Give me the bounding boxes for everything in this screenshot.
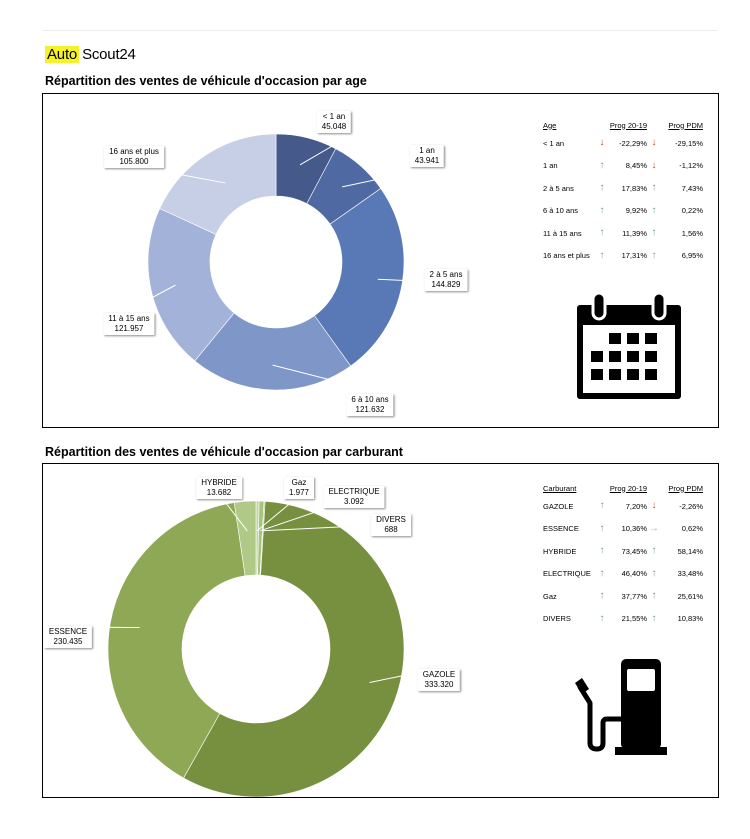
fuel-row-label: HYBRIDE [543, 546, 577, 556]
age-data-label-category: 1 an [419, 146, 435, 155]
age-data-label [317, 111, 351, 133]
arrow-up-icon: ↑ [651, 204, 657, 216]
age-data-label-category: 2 à 5 ans [429, 270, 463, 279]
logo-part-scout: Scout24 [82, 46, 136, 63]
age-data-label-value: 43.941 [414, 156, 440, 165]
fuel-prog-arrow-icon [595, 563, 609, 586]
fuel-prog-arrow-icon [595, 495, 609, 518]
age-table-row [543, 222, 703, 245]
arrow-up-icon: ↑ [651, 545, 657, 557]
age-pdm-arrow-icon [647, 177, 661, 200]
age-row-label: 1 an [543, 161, 558, 171]
age-table-row [543, 200, 703, 223]
age-data-label-category: 16 ans et plus [109, 147, 159, 156]
fuel-header-pdm: Prog PDM [668, 483, 703, 493]
fuel-panel [42, 463, 719, 798]
fuel-row-pdm: 0,62% [681, 524, 703, 534]
fuel-data-label [44, 626, 92, 648]
age-data-label-category: 11 à 15 ans [108, 314, 150, 323]
arrow-right-icon: → [649, 522, 659, 534]
arrow-down-icon: ↓ [651, 137, 657, 149]
fuel-prog-arrow-icon [595, 540, 609, 563]
arrow-down-icon: ↓ [651, 159, 657, 171]
fuel-pdm-arrow-icon [647, 608, 661, 631]
fuel-header-label: Carburant [543, 483, 577, 493]
age-row-pdm: 0,22% [681, 206, 703, 216]
fuel-pdm-arrow-icon [647, 518, 661, 541]
age-data-label [425, 269, 468, 291]
age-table-row [543, 177, 703, 200]
calendar-icon [573, 291, 685, 403]
age-row-pdm: 6,95% [681, 251, 703, 261]
fuel-row-label: ESSENCE [543, 524, 579, 534]
fuel-data-label-value: 3.092 [343, 497, 365, 506]
fuel-row-label: GAZOLE [543, 501, 574, 511]
age-row-prog: 9,92% [625, 206, 647, 216]
fuel-data-label-value: 688 [384, 525, 398, 534]
age-data-label [346, 394, 393, 416]
fuel-pdm-arrow-icon [647, 495, 661, 518]
age-pdm-arrow-icon [647, 222, 661, 245]
age-table-row [543, 155, 703, 178]
fuel-pump-icon [573, 657, 673, 757]
fuel-table-row [543, 608, 703, 631]
fuel-table-row [543, 540, 703, 563]
fuel-data-label-value: 1.977 [288, 488, 310, 497]
fuel-prog-arrow-icon [595, 585, 609, 608]
fuel-data-label [371, 514, 411, 536]
arrow-up-icon: ↑ [651, 567, 657, 579]
age-table-row [543, 132, 703, 155]
fuel-row-prog: 37,77% [621, 591, 647, 601]
age-table-row [543, 245, 703, 268]
fuel-data-label-category: ESSENCE [48, 627, 88, 636]
age-row-label: 2 à 5 ans [543, 183, 574, 193]
arrow-up-icon: ↑ [599, 204, 605, 216]
age-data-label [103, 313, 154, 335]
top-divider [42, 30, 718, 31]
fuel-table-row [543, 563, 703, 586]
age-section-title: Répartition des ventes de véhicule d'occasion par age [45, 74, 367, 88]
fuel-row-prog: 46,40% [621, 569, 647, 579]
age-data-label-value: 45.048 [321, 122, 347, 131]
age-data-label [410, 145, 444, 167]
arrow-up-icon: ↑ [599, 227, 605, 239]
age-pdm-arrow-icon [647, 132, 661, 155]
fuel-table-row [543, 518, 703, 541]
fuel-data-label [323, 486, 384, 508]
age-stats-table [543, 118, 703, 267]
fuel-data-label-category: Gaz [291, 478, 307, 487]
arrow-up-icon: ↑ [651, 182, 657, 194]
age-pdm-arrow-icon [647, 245, 661, 268]
fuel-data-label [196, 477, 242, 499]
age-row-label: 16 ans et plus [543, 251, 590, 261]
arrow-down-icon: ↓ [599, 137, 605, 149]
fuel-data-label-value: 333.320 [424, 680, 454, 689]
fuel-row-pdm: 58,14% [677, 546, 703, 556]
autoscout24-logo [45, 46, 136, 63]
age-prog-arrow-icon [595, 155, 609, 178]
age-table-header [543, 118, 703, 132]
fuel-row-pdm: 10,83% [677, 614, 703, 624]
fuel-stats-table [543, 481, 703, 630]
age-row-label: 6 à 10 ans [543, 206, 579, 216]
age-row-prog: 8,45% [625, 161, 647, 171]
arrow-up-icon: ↑ [599, 567, 605, 579]
age-row-prog: -22,29% [619, 138, 647, 148]
age-prog-arrow-icon [595, 177, 609, 200]
arrow-up-icon: ↑ [651, 612, 657, 624]
fuel-row-label: DIVERS [543, 614, 571, 624]
fuel-prog-arrow-icon [595, 608, 609, 631]
fuel-table-row [543, 585, 703, 608]
age-header-label: Age [543, 120, 557, 130]
age-pdm-arrow-icon [647, 200, 661, 223]
age-row-label: 11 à 15 ans [543, 228, 582, 238]
fuel-prog-arrow-icon [595, 518, 609, 541]
arrow-up-icon: ↑ [599, 159, 605, 171]
arrow-up-icon: ↑ [599, 545, 605, 557]
fuel-data-label [284, 477, 314, 499]
age-prog-arrow-icon [595, 132, 609, 155]
arrow-up-icon: ↑ [599, 182, 605, 194]
age-row-prog: 17,83% [621, 183, 647, 193]
age-data-label-value: 105.800 [119, 157, 149, 166]
arrow-down-icon: ↓ [651, 500, 657, 512]
fuel-row-label: Gaz [543, 591, 557, 601]
fuel-data-label [418, 669, 460, 691]
arrow-up-icon: ↑ [651, 227, 657, 239]
fuel-data-label-category: GAZOLE [422, 670, 456, 679]
age-data-label-category: < 1 an [322, 112, 346, 121]
fuel-data-label-value: 13.682 [206, 488, 232, 497]
age-row-pdm: -29,15% [675, 138, 703, 148]
age-data-label-category: 6 à 10 ans [351, 395, 389, 404]
fuel-table-header [543, 481, 703, 495]
fuel-data-label-category: ELECTRIQUE [328, 487, 380, 496]
age-pdm-arrow-icon [647, 155, 661, 178]
logo-part-auto: Auto [47, 46, 78, 63]
fuel-header-prog: Prog 20-19 [609, 483, 647, 493]
arrow-up-icon: ↑ [599, 590, 605, 602]
fuel-row-prog: 10,36% [621, 524, 647, 534]
fuel-data-label-value: 230.435 [53, 637, 83, 646]
arrow-up-icon: ↑ [599, 249, 605, 261]
fuel-pdm-arrow-icon [647, 585, 661, 608]
age-header-pdm: Prog PDM [668, 120, 703, 130]
fuel-table-row [543, 495, 703, 518]
arrow-up-icon: ↑ [651, 249, 657, 261]
age-row-prog: 17,31% [621, 251, 647, 261]
age-data-label [104, 146, 164, 168]
fuel-section-title: Répartition des ventes de véhicule d'occasion par carburant [45, 445, 403, 459]
fuel-pdm-arrow-icon [647, 563, 661, 586]
age-data-label-value: 121.957 [114, 324, 144, 333]
fuel-row-prog: 73,45% [621, 546, 647, 556]
arrow-up-icon: ↑ [651, 590, 657, 602]
fuel-row-prog: 21,55% [621, 614, 647, 624]
fuel-data-label-category: HYBRIDE [201, 478, 237, 487]
fuel-data-label-category: DIVERS [376, 515, 406, 524]
age-row-pdm: 1,56% [681, 228, 703, 238]
arrow-up-icon: ↑ [599, 500, 605, 512]
age-prog-arrow-icon [595, 222, 609, 245]
age-prog-arrow-icon [595, 245, 609, 268]
age-row-prog: 11,39% [622, 228, 647, 238]
age-row-label: < 1 an [543, 138, 565, 148]
age-data-label-value: 144.829 [431, 280, 461, 289]
arrow-up-icon: ↑ [599, 522, 605, 534]
fuel-row-prog: 7,20% [625, 501, 647, 511]
fuel-pdm-arrow-icon [647, 540, 661, 563]
age-panel [42, 93, 719, 428]
age-prog-arrow-icon [595, 200, 609, 223]
fuel-row-label: ELECTRIQUE [543, 569, 591, 579]
fuel-row-pdm: 33,48% [677, 569, 703, 579]
age-row-pdm: -1,12% [679, 161, 703, 171]
age-header-prog: Prog 20-19 [609, 120, 647, 130]
age-data-label-value: 121.632 [355, 405, 385, 414]
arrow-up-icon: ↑ [599, 612, 605, 624]
fuel-row-pdm: -2,26% [679, 501, 703, 511]
age-row-pdm: 7,43% [681, 183, 703, 193]
fuel-row-pdm: 25,61% [677, 591, 703, 601]
